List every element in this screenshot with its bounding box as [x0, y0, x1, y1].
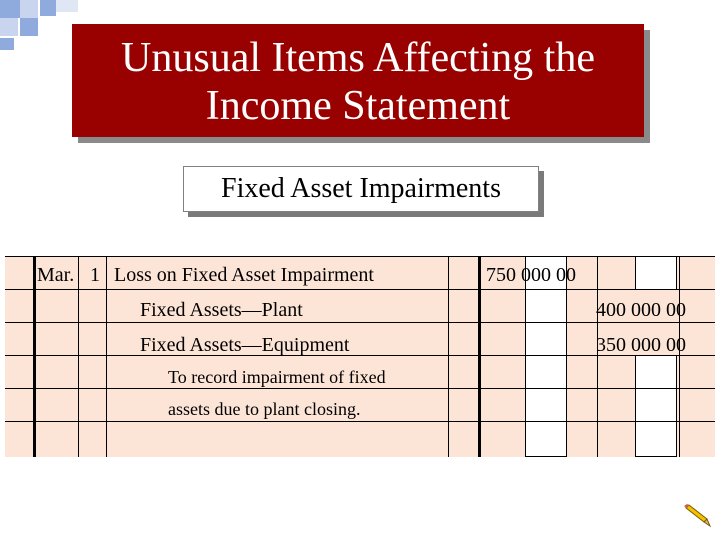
entry-day: 1 — [90, 264, 100, 286]
ledger-rule — [5, 421, 715, 422]
debit-account: Loss on Fixed Asset Impairment — [114, 264, 374, 286]
credit-account: Fixed Assets—Plant — [140, 299, 303, 321]
slide-title — [72, 24, 644, 137]
debit-cell — [525, 388, 567, 422]
credit-cell — [635, 388, 677, 422]
credit-amount: 400 000 00 — [596, 299, 686, 321]
credit-cell — [635, 256, 677, 290]
credit-cell — [635, 421, 677, 457]
ledger-column-rule — [33, 256, 36, 457]
entry-month: Mar. — [37, 264, 75, 286]
debit-cell — [525, 289, 567, 323]
pencil-icon[interactable] — [684, 504, 712, 533]
subtitle-box: Fixed Asset Impairments — [183, 166, 539, 212]
ledger-column-rule — [106, 256, 107, 457]
explanation-line-2: assets due to plant closing. — [168, 399, 361, 419]
debit-cell — [525, 355, 567, 389]
credit-amount: 350 000 00 — [596, 334, 686, 356]
ledger-column-rule — [78, 256, 79, 457]
credit-account: Fixed Assets—Equipment — [140, 334, 350, 356]
explanation-line-1: To record impairment of fixed — [168, 367, 386, 387]
ledger-rule — [5, 289, 715, 290]
ledger-column-rule — [448, 256, 449, 457]
ledger-rule — [5, 256, 715, 257]
title-line-2: Income Statement — [205, 83, 511, 129]
debit-cell — [525, 421, 567, 457]
credit-cell — [635, 355, 677, 389]
ledger-column-rule — [478, 256, 481, 457]
title-line-1: Unusual Items Affecting the — [121, 35, 595, 81]
debit-amount: 750 000 00 — [486, 264, 576, 286]
journal-ledger — [5, 256, 715, 457]
debit-cell — [525, 322, 567, 356]
ledger-rule — [5, 322, 715, 323]
